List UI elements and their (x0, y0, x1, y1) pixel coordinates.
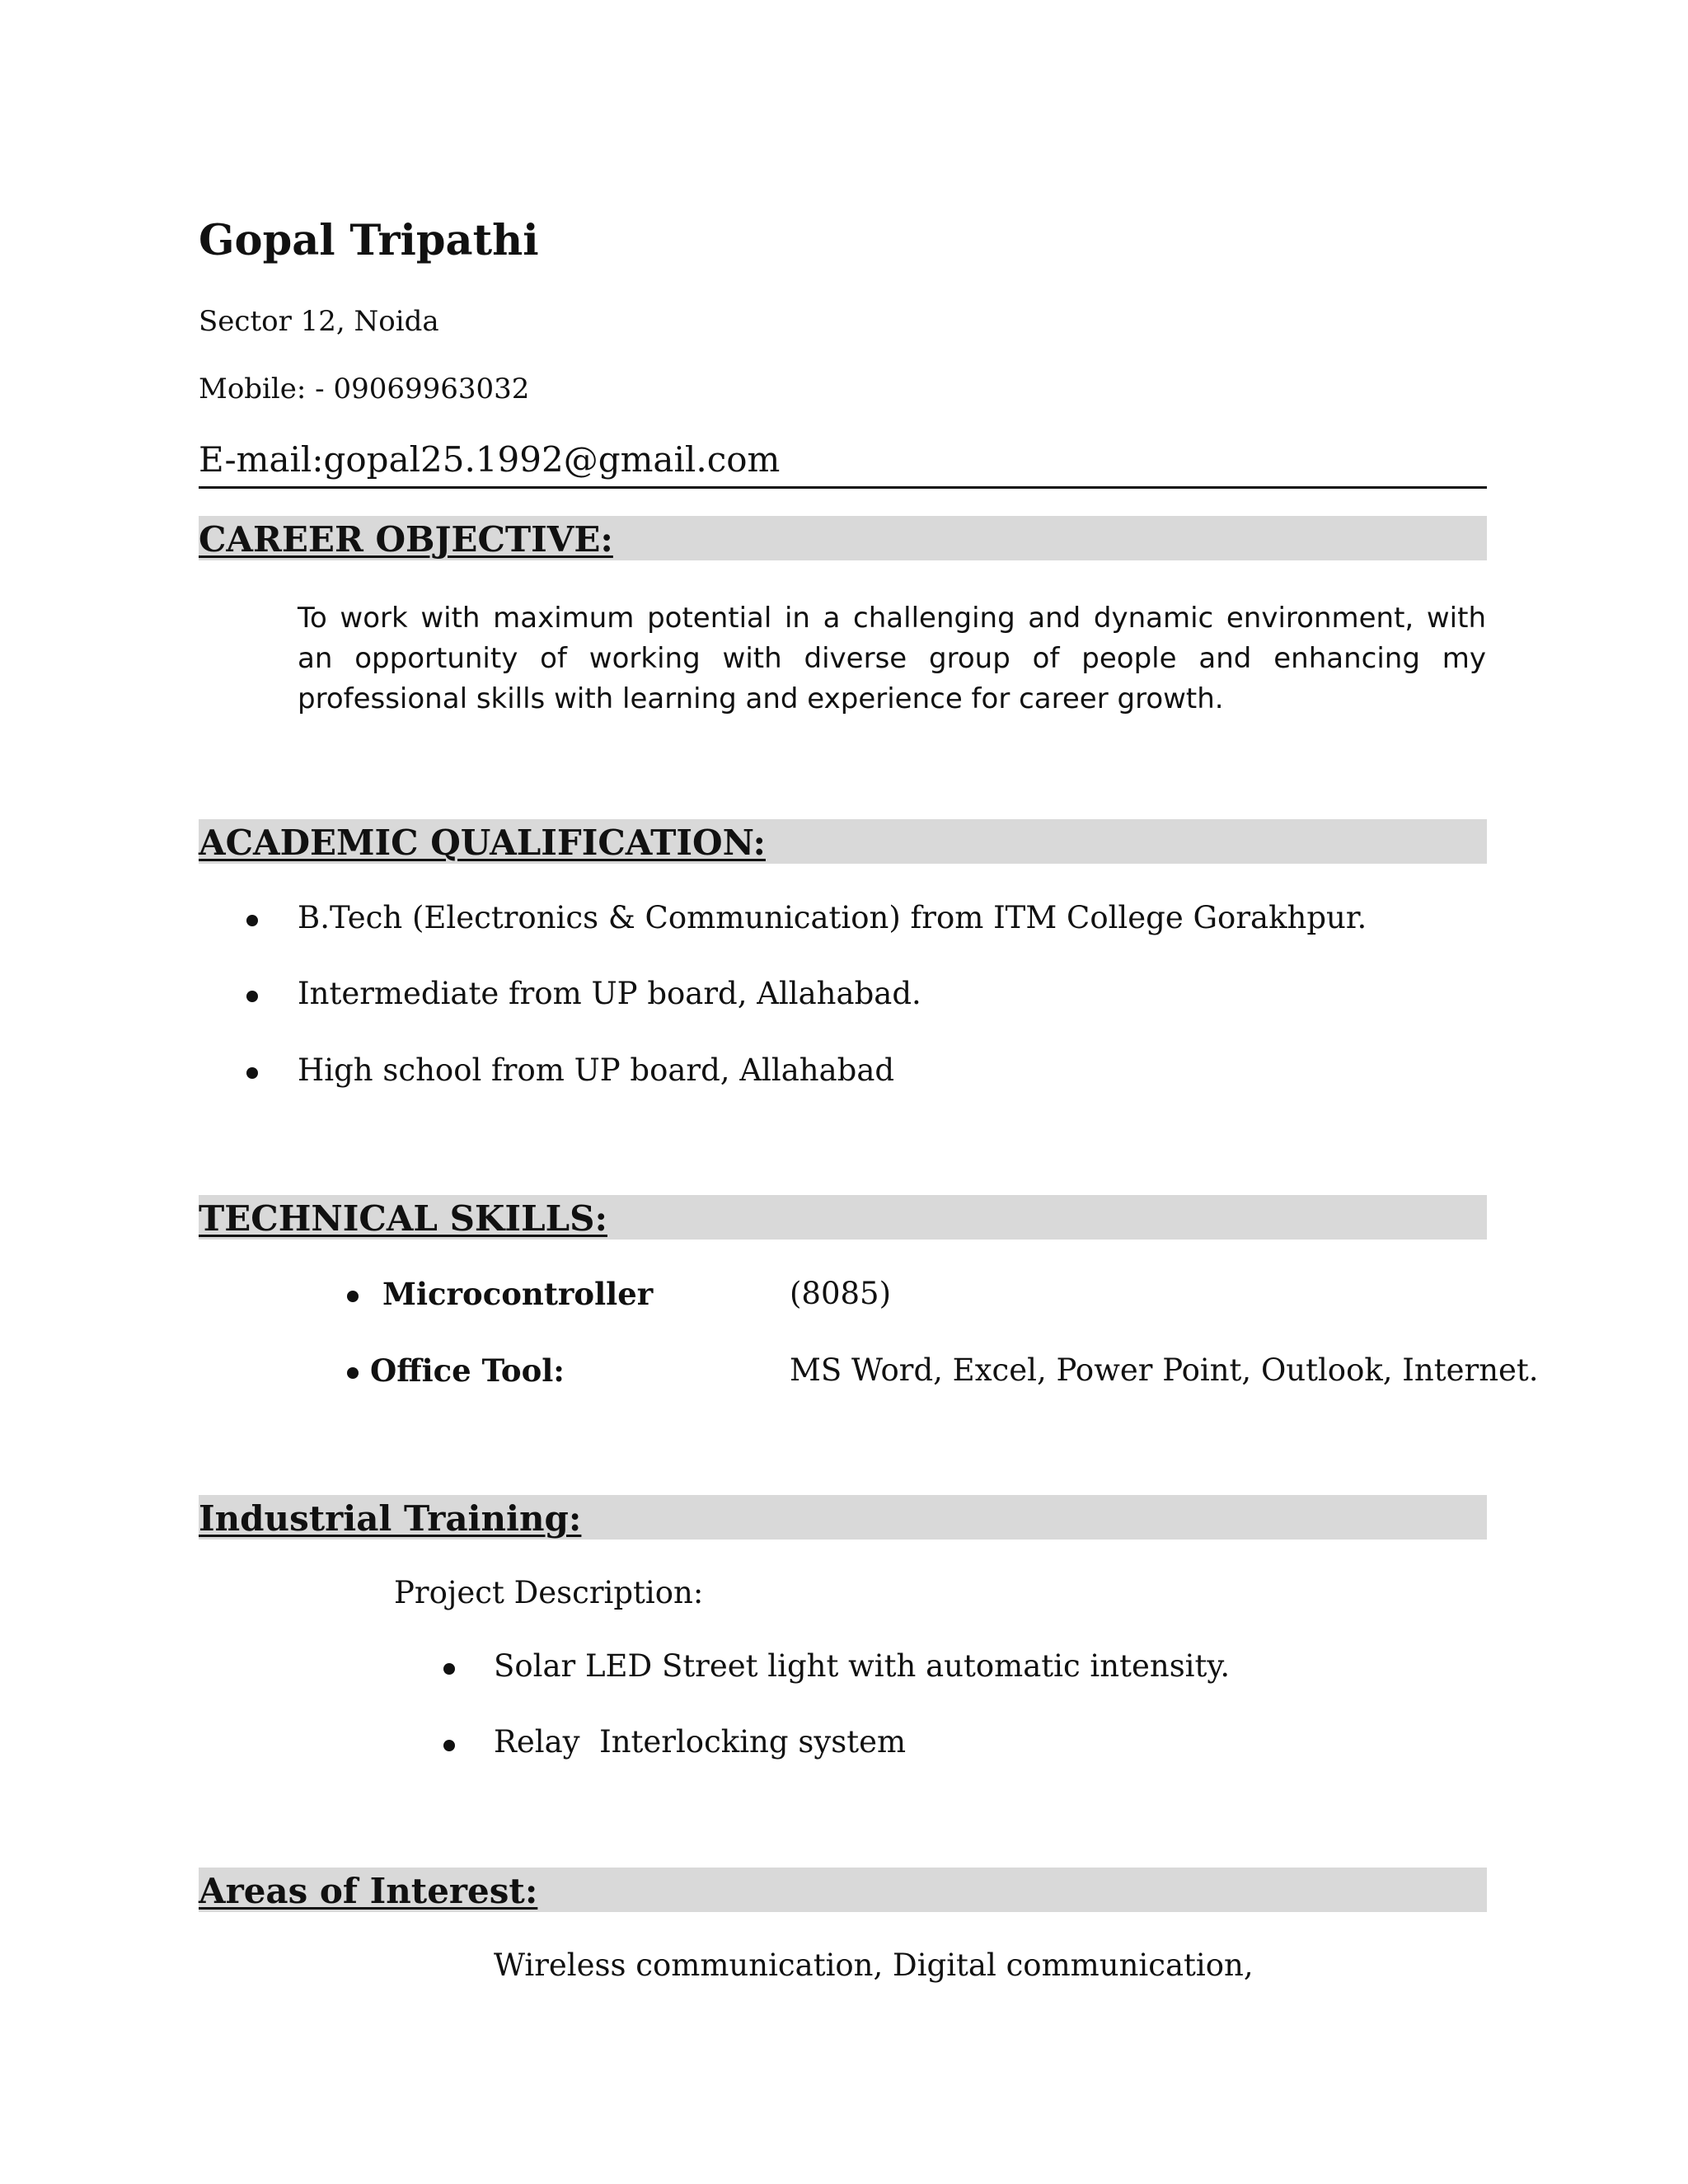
skill-value: MS Word, Excel, Power Point, Outlook, Internet. (790, 1352, 1539, 1388)
address: Sector 12, Noida (199, 305, 439, 338)
areas-of-interest-heading-bar (199, 1868, 1487, 1912)
areas-of-interest-heading: Areas of Interest: (199, 1871, 538, 1911)
project-description-label: Project Description: (394, 1575, 704, 1610)
header-divider (199, 486, 1487, 489)
bullet-icon (347, 1367, 359, 1379)
academic-item: B.Tech (Electronics & Communication) from ITM College Gorakhpur. (298, 900, 1367, 935)
skill-label: Office Tool: (370, 1352, 565, 1389)
academic-item: High school from UP board, Allahabad (298, 1052, 895, 1088)
skill-value: (8085) (790, 1276, 892, 1311)
skill-label: Microcontroller (382, 1276, 654, 1312)
bullet-icon (347, 1291, 359, 1302)
career-objective-heading-bar (199, 516, 1487, 560)
industrial-training-heading: Industrial Training: (199, 1498, 582, 1539)
industrial-training-heading-bar (199, 1495, 1487, 1540)
bullet-icon (443, 1663, 455, 1675)
areas-of-interest-text: Wireless communication, Digital communication, (494, 1947, 1254, 1983)
academic-item: Intermediate from UP board, Allahabad. (298, 976, 921, 1011)
technical-skills-heading-bar (199, 1195, 1487, 1240)
email-address: E-mail:gopal25.1992@gmail.com (199, 439, 781, 480)
project-item: Relay Interlocking system (494, 1724, 907, 1760)
academic-heading-bar (199, 819, 1487, 864)
bullet-icon (443, 1740, 455, 1751)
career-objective-text: To work with maximum potential in a challenging and dynamic environment, with an opportunity of working with diverse group of people and enhancing my professional skills with learning and experience for career growth. (298, 602, 1486, 715)
career-objective-heading: CAREER OBJECTIVE: (199, 519, 613, 560)
technical-skills-heading: TECHNICAL SKILLS: (199, 1198, 607, 1239)
mobile-number: Mobile: - 09069963032 (199, 373, 530, 405)
bullet-icon (246, 1067, 258, 1079)
bullet-icon (246, 915, 258, 926)
project-item: Solar LED Street light with automatic intensity. (494, 1648, 1231, 1684)
bullet-icon (246, 991, 258, 1002)
candidate-name: Gopal Tripathi (199, 216, 539, 265)
academic-heading: ACADEMIC QUALIFICATION: (199, 823, 766, 863)
